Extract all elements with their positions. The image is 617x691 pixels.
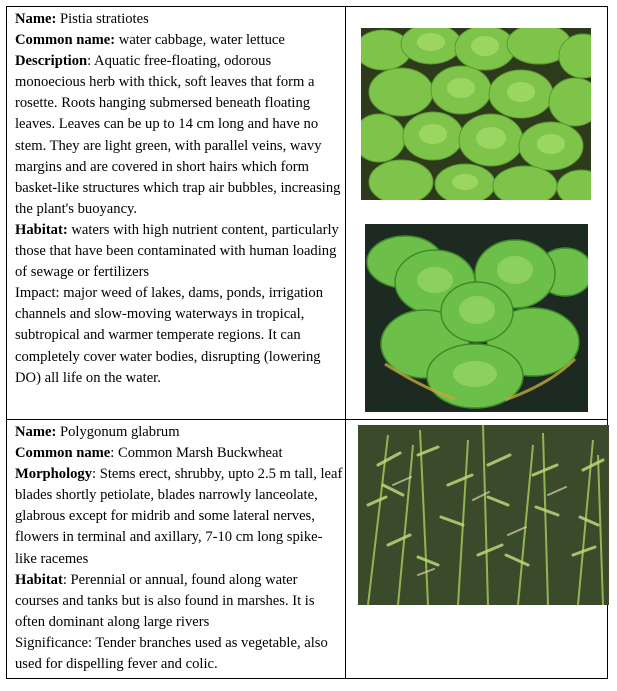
row-divider [7, 419, 607, 420]
habitat-paragraph: Habitat: waters with high nutrient content, particularly those that have been contaminated with human loading of sewage or fertilizers [15, 221, 339, 281]
water-lettuce-photo [361, 28, 591, 200]
morphology-paragraph: Morphology: Stems erect, shrubby, upto 2.5 m tall, leaf blades shortly petiolate, blades narrowly lanceolate, glabrous except for midrib and some lateral nerves, flowers in terminal and axillary, 7-10 cm long spike-like racemes [15, 466, 343, 567]
impact-paragraph: Impact: major weed of lakes, dams, ponds, irrigation channels and slow-moving waterways in tropical, subtropical and warmer temperate regions. It can completely cover water bodies, disrupting (lowering DO) all life on the water. [15, 285, 324, 386]
entry-pistia [15, 9, 343, 389]
column-divider [345, 7, 346, 678]
common-name-line: Common name: water cabbage, water lettuce [15, 32, 285, 49]
common-name-line: Common name: Common Marsh Buckwheat [15, 445, 283, 462]
name-line: Name: Polygonum glabrum [15, 424, 180, 440]
marsh-buckwheat-photo [358, 425, 609, 605]
significance-paragraph: Significance: Tender branches used as vegetable, also used for dispelling fever and colic. [15, 634, 328, 673]
description-paragraph: Description: Aquatic free-floating, odorous monoecious herb with thick, soft leaves that form a rosette. Roots hanging submersed beneath floating leaves. Leaves can be up to 14 cm long and have no stem. They are light green, with parallel veins, wavy margins and are covered in short hairs which form basket-like structures which trap air bubbles, increasing the plant's buoyancy. [15, 53, 341, 217]
habitat-paragraph: Habitat: Perennial or annual, found along water courses and tanks but is also found in marshes. It is often dominant along large rivers [15, 571, 315, 630]
name-line: Name: Pistia stratiotes [15, 11, 149, 27]
entry-polygonum [15, 422, 343, 675]
water-lettuce-closeup-photo [365, 224, 588, 412]
